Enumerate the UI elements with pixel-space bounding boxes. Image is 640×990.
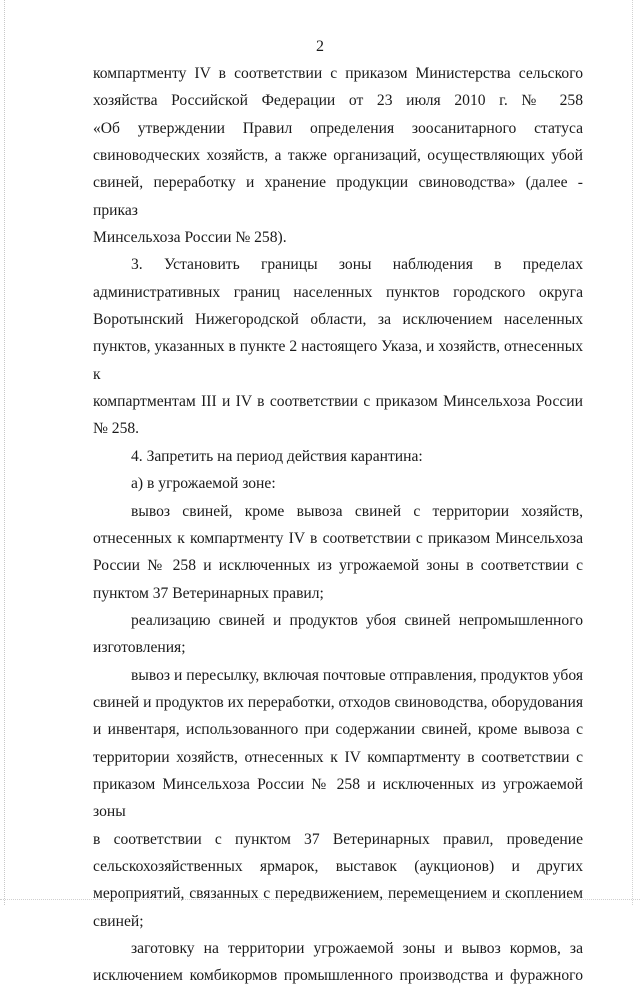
text-line: реализацию свиней и продуктов убоя свиней непромышленного bbox=[131, 611, 583, 629]
text-line: территории хозяйств, отнесенных к IV компартменту в соответствии с bbox=[93, 748, 583, 766]
text-line: вывоз свиней, кроме вывоза свиней с территории хозяйств, bbox=[131, 502, 583, 520]
document-body bbox=[93, 60, 583, 990]
text-line: заготовку на территории угрожаемой зоны и вывоз кормов, за bbox=[131, 940, 583, 957]
text-line: «Об утверждении Правил определения зоосанитарного статуса bbox=[93, 119, 583, 137]
text-line: мероприятий, связанных с передвижением, перемещением и скоплением bbox=[93, 885, 583, 903]
scan-edge-right bbox=[632, 0, 634, 905]
text-line: компартменту IV в соответствии с приказом Министерства сельского bbox=[93, 65, 583, 82]
text-line: а) в угрожаемой зоне: bbox=[131, 475, 276, 493]
page-number: 2 bbox=[316, 38, 324, 55]
text-line: № 258. bbox=[93, 420, 140, 438]
text-line: исключением комбикормов промышленного производства и фуражного bbox=[93, 967, 583, 985]
text-line: сельскохозяйственных ярмарок, выставок (аукционов) и других bbox=[93, 857, 583, 875]
text-line: вывоз и пересылку, включая почтовые отправления, продуктов убоя bbox=[131, 666, 583, 684]
text-line: в соответствии с пунктом 37 Ветеринарных правил, проведение bbox=[93, 830, 583, 848]
text-line: свиноводческих хозяйств, а также организаций, осуществляющих убой bbox=[93, 147, 583, 165]
text-line: свиней, переработку и хранение продукции свиноводства» (далее - приказ bbox=[93, 174, 583, 219]
text-line: Минсельхоза России № 258). bbox=[93, 229, 287, 247]
text-line: свиней; bbox=[93, 912, 144, 930]
text-line: свиней и продуктов их переработки, отходов свиноводства, оборудования bbox=[93, 693, 583, 711]
text-line: отнесенных к компартменту IV в соответствии с приказом Минсельхоза bbox=[93, 529, 583, 547]
text-line: пунктов, указанных в пункте 2 настоящего Указа, и хозяйств, отнесенных к bbox=[93, 338, 583, 383]
text-line: изготовления; bbox=[93, 639, 186, 657]
text-line: Воротынский Нижегородской области, за исключением населенных bbox=[93, 311, 583, 329]
text-line: административных границ населенных пунктов городского округа bbox=[93, 283, 583, 301]
text-line: и инвентаря, использованного при содержании свиней, кроме вывоза с bbox=[93, 721, 583, 739]
text-line: приказом Минсельхоза России № 258 и исключенных из угрожаемой зоны bbox=[93, 775, 583, 821]
text-line: пунктом 37 Ветеринарных правил; bbox=[93, 584, 324, 602]
text-line: 4. Запретить на период действия карантина: bbox=[131, 447, 423, 465]
text-line: хозяйства Российской Федерации от 23 июля 2010 г. № 258 bbox=[93, 92, 583, 110]
text-line: России № 258 и исключенных из угрожаемой зоны в соответствии с bbox=[93, 557, 583, 575]
scan-edge-left bbox=[4, 0, 6, 905]
text-line: 3. Установить границы зоны наблюдения в пределах bbox=[131, 256, 583, 274]
text-line: компартментам III и IV в соответствии с приказом Минсельхоза России bbox=[93, 393, 583, 411]
